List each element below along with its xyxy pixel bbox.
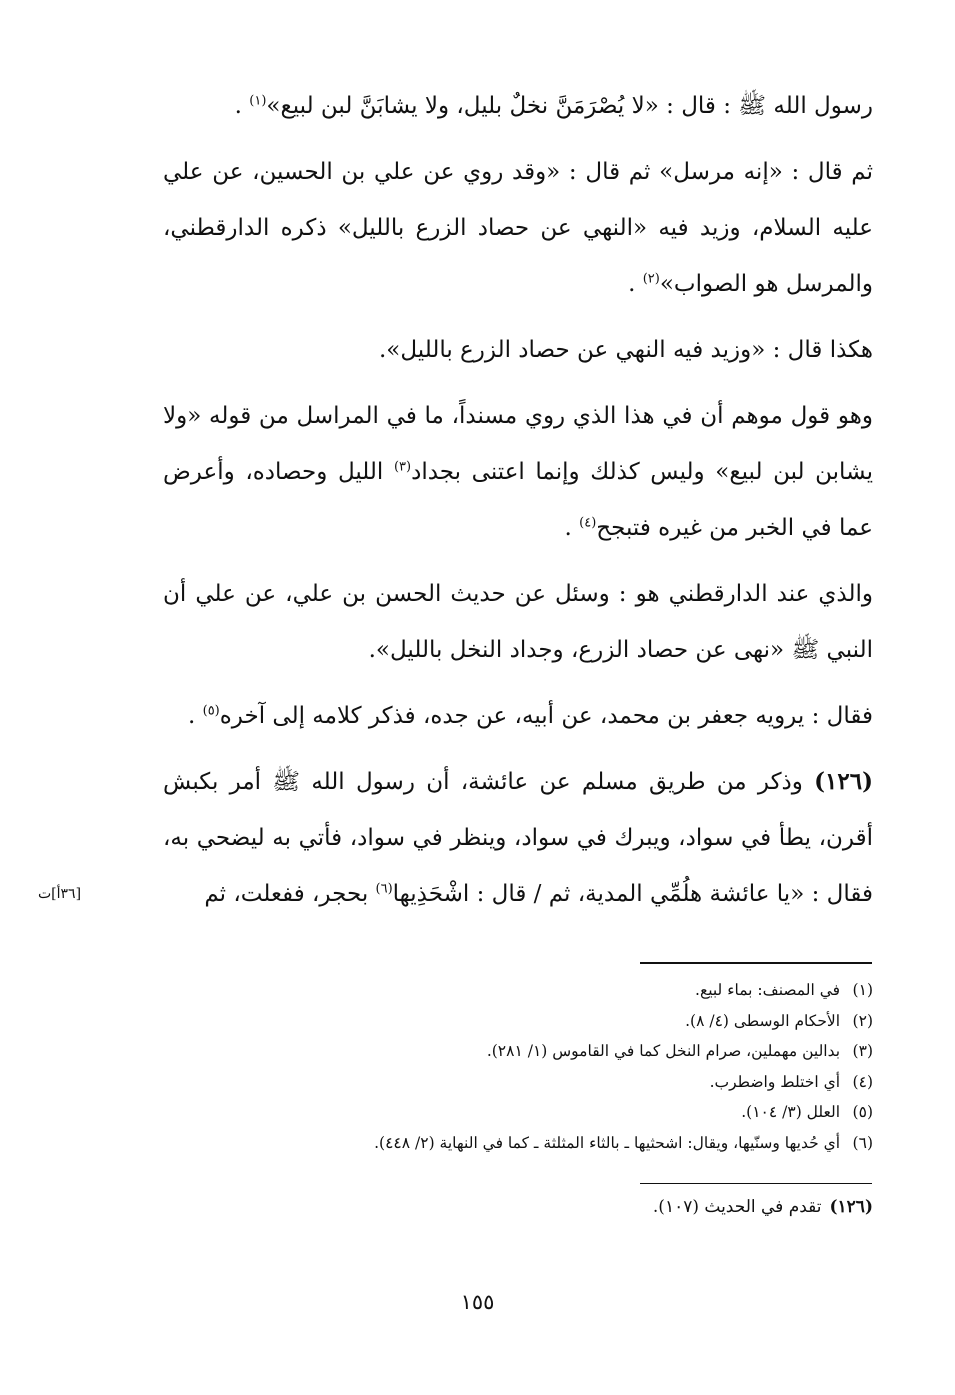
paragraph-1: رسول الله ﷺ : قال : «لا يُصْرَمَنَّ نخلٌ بليل، ولا يشابَنَّ لبن لبيع»$^{(١)}$ . — [234, 93, 873, 119]
note-number: (١٢٦) — [829, 1197, 873, 1217]
paragraph-2: ثم قال : «إنه مرسل» ثم قال : «وقد روي عن علي بن الحسين، عن علي عليه السلام، وزيد فيه «النهي عن حصاد الزرع بالليل» ذكره الدارقطني، والمرسل هو الصواب»$^{(٢)}$ . — [163, 159, 873, 297]
footnote-ref-4[interactable]: (٤) — [579, 515, 597, 531]
paragraph-6: فقال : يرويه جعفر بن محمد، عن أبيه، عن جده، فذكر كلامه إلى آخره$^{(٥)}$ . — [187, 703, 873, 729]
footnote-item: (٥) العلل (٣/ ١٠٤). — [741, 1103, 873, 1121]
footnote-ref-2[interactable]: (٢) — [642, 271, 660, 287]
footnote-item: (١) في المصنف: بماء لبيع. — [695, 981, 873, 999]
footnote-ref-6[interactable]: (٦) — [375, 881, 393, 897]
note-divider — [640, 1183, 872, 1184]
note-text: تقدم في الحديث (١٠٧). — [652, 1197, 822, 1217]
main-text — [163, 78, 873, 932]
hadith-126: (١٢٦) وذكر من طريق مسلم عن عائشة، أن رسول الله ﷺ أمر بكبش أقرن، يطأ في سواد، ويبرك في سواد، وينظر في سواد، فأتي به ليضحي به، فقال : «يا عائشة هلُمِّي المدية، ثم / قال : اشْحَذِيها$^{(٦)}$ بحجر، ففعلت، ثم — [163, 768, 873, 907]
footnote-item: (٢) الأحكام الوسطى (٤/ ٨). — [685, 1011, 873, 1030]
hadith-note — [163, 1192, 873, 1222]
footnote-ref-5[interactable]: (٥) — [202, 703, 220, 719]
footnote-ref-3[interactable]: (٣) — [393, 459, 412, 475]
page-number: ١٥٥ — [460, 1290, 495, 1314]
footnote-ref-1[interactable]: (١) — [249, 93, 267, 109]
hadith-number: (١٢٦) — [814, 768, 873, 795]
paragraph-5: والذي عند الدارقطني هو : وسئل عن حديث الحسن بن علي، عن علي أن النبي ﷺ «نهى عن حصاد الزرع، وجداد النخل بالليل». — [163, 581, 873, 663]
footnote-item: (٣) بدالين مهملين، صرام النخل كما في القاموس (١/ ٢٨١). — [486, 1042, 873, 1060]
paragraph-3: هكذا قال : «وزيد فيه النهي عن حصاد الزرع بالليل». — [378, 337, 873, 363]
margin-marker: [٣٦أ]ت — [38, 886, 82, 902]
footnotes — [163, 975, 873, 1158]
paragraph-4: وهو قول موهم أن في هذا الذي روي مسنداً، ما في المراسل من قوله «ولا يشابن لبن لبيع» وليس كذلك وإنما اعتنى بجداد$^{(٣)}$ الليل وحصاده، وأعرض عما في الخبر من غيره فتبجح$^{(٤)}$ . — [163, 403, 873, 541]
footnote-item: (٦) أي حُديها وسنّيها، ويقال: اشحثيها ـ بالثاء المثلثة ـ كما في النهاية (٢/ ٤٤٨). — [374, 1133, 873, 1152]
footnote-divider — [640, 962, 872, 964]
footnote-item: (٤) أي اختلط واضطرب. — [709, 1072, 873, 1091]
